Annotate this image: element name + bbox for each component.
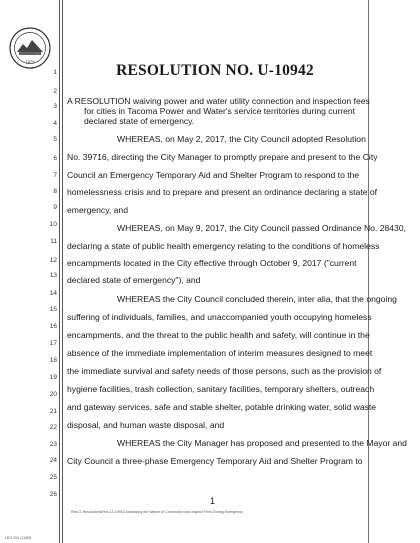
form-code: LEG 004 (11/89) xyxy=(5,536,32,540)
right-margin-rule xyxy=(368,0,369,543)
city-seal-icon xyxy=(9,27,51,69)
line-number: 18 xyxy=(49,357,57,364)
line-number: 15 xyxy=(49,306,57,313)
line-number: 2 xyxy=(53,88,57,95)
line-number: 10 xyxy=(49,221,57,228)
resolution-preamble-line: A RESOLUTION waiving power and water utility connection and inspection fees xyxy=(67,96,370,106)
body-line: declared state of emergency"), and xyxy=(67,275,201,285)
line-number: 25 xyxy=(49,474,57,481)
line-number: 14 xyxy=(49,290,57,297)
line-number: 8 xyxy=(53,188,57,195)
body-line: Council an Emergency Temporary Aid and Shelter Program to respond to the xyxy=(67,170,360,180)
line-number: 13 xyxy=(49,272,57,279)
line-number: 19 xyxy=(49,374,57,381)
body-line: and gateway services, safe and stable shelter, potable drinking water, solid waste xyxy=(67,402,377,412)
whereas-line: WHEREAS, on May 9, 2017, the City Council passed Ordinance No. 28430, xyxy=(117,223,406,233)
resolution-preamble-line: declared state of emergency. xyxy=(84,116,195,126)
body-line: No. 39716, directing the City Manager to promptly prepare and present to the City xyxy=(67,152,378,162)
resolution-preamble-line: for cities in Tacoma Power and Water's service territories during current xyxy=(84,106,356,116)
line-number: 1 xyxy=(53,69,57,76)
line-number: 23 xyxy=(49,441,57,448)
body-line: encampments located in the City effective through October 9, 2017 ("current xyxy=(67,258,357,268)
body-line: hygiene facilities, trash collection, sanitary facilities, temporary shelters, outreach xyxy=(67,384,375,394)
line-number: 7 xyxy=(53,172,57,179)
body-line: declaring a state of public health emergency relating to the conditions of homeless xyxy=(67,241,380,251)
resolution-title: RESOLUTION NO. U-10942 xyxy=(116,62,314,79)
left-margin-rule-inner xyxy=(62,0,63,543)
line-number: 20 xyxy=(49,391,57,398)
line-number: 12 xyxy=(49,257,57,264)
line-number: 4 xyxy=(53,120,57,127)
left-margin-rule xyxy=(59,0,60,543)
line-number: 11 xyxy=(50,238,57,245)
body-line: suffering of individuals, families, and unaccompanied youth occupying homeless xyxy=(67,312,372,322)
line-number: 17 xyxy=(49,340,57,347)
line-number: 9 xyxy=(53,204,57,211)
document-footer: Res17-Resolutions\Res.11-10942 Advancing the Waiver of Connection and Inspect Fees During Emergency xyxy=(71,510,243,514)
whereas-line: WHEREAS the City Council concluded therein, inter alia, that the ongoing xyxy=(117,294,397,304)
body-line: homelessness crisis and to prepare and present an ordinance declaring a state of xyxy=(67,187,378,197)
line-number: 6 xyxy=(53,155,57,162)
body-line: absence of the immediate implementation of interim measures designed to meet xyxy=(67,348,373,358)
seal-year: 1875 xyxy=(25,59,35,64)
line-number: 3 xyxy=(53,103,57,110)
body-line: emergency, and xyxy=(67,205,128,215)
line-number: 26 xyxy=(49,491,57,498)
body-line: disposal, and human waste disposal, and xyxy=(67,420,225,430)
line-number: 16 xyxy=(49,323,57,330)
line-number: 5 xyxy=(53,136,57,143)
line-number: 24 xyxy=(49,457,57,464)
line-number: 22 xyxy=(49,424,57,431)
body-line: City Council a three-phase Emergency Temporary Aid and Shelter Program to xyxy=(67,456,363,466)
line-number: 21 xyxy=(49,408,57,415)
whereas-line: WHEREAS, on May 2, 2017, the City Council adopted Resolution xyxy=(117,134,366,144)
page-number: 1 xyxy=(210,496,216,506)
whereas-line: WHEREAS the City Manager has proposed and presented to the Mayor and xyxy=(117,438,407,448)
body-line: the immediate survival and safety needs of those persons, such as the provision of xyxy=(67,366,382,376)
body-line: encampments, and the threat to the public health and safety, will continue in the xyxy=(67,330,370,340)
